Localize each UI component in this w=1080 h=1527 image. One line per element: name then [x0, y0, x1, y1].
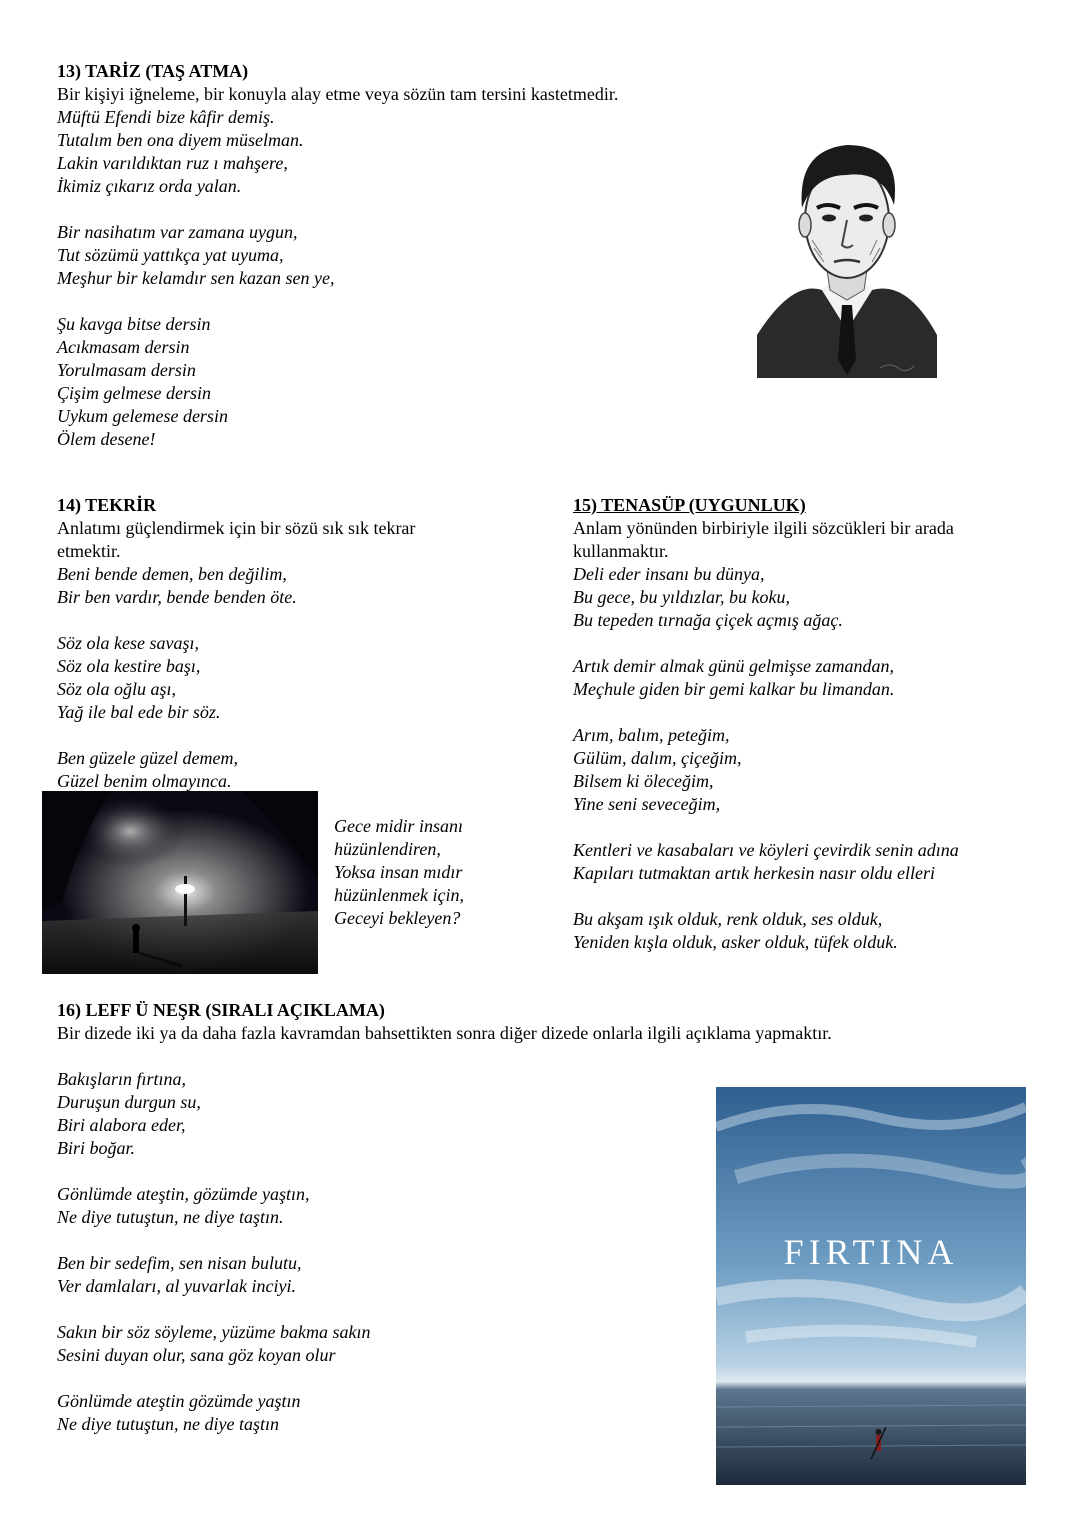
poem-stanza	[573, 563, 1043, 632]
poem-line: Meşhur bir kelamdır sen kazan sen ye,	[57, 268, 335, 288]
poem-line: Biri alabora eder,	[57, 1115, 186, 1135]
night-street-photo	[42, 791, 318, 974]
section-16-description: Bir dizede iki ya da daha fazla kavramdan bahsettikten sonra diğer dizede onlarla ilgili açıklama yapmaktır.	[57, 1023, 832, 1043]
poem-line: Ne diye tutuştun, ne diye taştın.	[57, 1207, 284, 1227]
poem-line: Gönlümde ateştin gözümde yaştın	[57, 1391, 301, 1411]
poem-line: Yorulmasam dersin	[57, 360, 196, 380]
firtina-poster	[716, 1087, 1026, 1485]
poem-line: Meçhule giden bir gemi kalkar bu limandan.	[573, 679, 895, 699]
poem-stanza	[57, 313, 757, 451]
poem-line: Artık demir almak günü gelmişse zamandan,	[573, 656, 894, 676]
section-16-title: 16) LEFF Ü NEŞR (SIRALI AÇIKLAMA)	[57, 1000, 385, 1020]
poem-line: Şu kavga bitse dersin	[57, 314, 211, 334]
poem-stanza	[573, 839, 1043, 885]
poem-line: Yine seni seveceğim,	[573, 794, 721, 814]
poem-stanza	[573, 724, 1043, 816]
poem-line: Ben güzele güzel demem,	[57, 748, 238, 768]
poem-line: Sakın bir söz söyleme, yüzüme bakma sakın	[57, 1322, 371, 1342]
poem-line: Ölem desene!	[57, 429, 156, 449]
poem-stanza	[57, 221, 757, 290]
poem-line: Kentleri ve kasabaları ve köyleri çevirdik senin adına	[573, 840, 959, 860]
poem-line: Biri boğar.	[57, 1138, 136, 1158]
poem-line: Arım, balım, peteğim,	[573, 725, 730, 745]
poem-line: Yoksa insan mıdır	[334, 862, 463, 882]
section-15-description-line-1: Anlam yönünden birbiriyle ilgili sözcükleri bir arada	[573, 518, 954, 538]
poem-line: Güzel benim olmayınca.	[57, 771, 232, 791]
poet-portrait-sketch	[752, 130, 942, 378]
poem-line: Tutalım ben ona diyem müselman.	[57, 130, 304, 150]
section-15	[573, 494, 1043, 954]
poem-line: Bu tepeden tırnağa çiçek açmış ağaç.	[573, 610, 843, 630]
poem-line: Bilsem ki öleceğim,	[573, 771, 714, 791]
poem-line: Beni bende demen, ben değilim,	[57, 564, 287, 584]
poem-line: Söz ola kestire başı,	[57, 656, 201, 676]
section-13-title: 13) TARİZ (TAŞ ATMA)	[57, 61, 249, 81]
poem-line: Ver damlaları, al yuvarlak inciyi.	[57, 1276, 296, 1296]
poem-line: Bir nasihatım var zamana uygun,	[57, 222, 298, 242]
poem-line: Çişim gelmese dersin	[57, 383, 211, 403]
section-15-description-line-2: kullanmaktır.	[573, 541, 669, 561]
poem-line: Bir ben vardır, bende benden öte.	[57, 587, 297, 607]
section-14-description-line-2: etmektir.	[57, 541, 121, 561]
poem-line: Duruşun durgun su,	[57, 1092, 201, 1112]
poem-line: hüzünlendiren,	[334, 839, 441, 859]
poem-line: Söz ola oğlu aşı,	[57, 679, 177, 699]
section-14-description-line-1: Anlatımı güçlendirmek için bir sözü sık sık tekrar	[57, 518, 416, 538]
poem-line: Söz ola kese savaşı,	[57, 633, 199, 653]
poem-line: hüzünlenmek için,	[334, 885, 464, 905]
poem-line: Gülüm, dalım, çiçeğim,	[573, 748, 742, 768]
poem-stanza	[573, 908, 1043, 954]
poem-line: İkimiz çıkarız orda yalan.	[57, 176, 242, 196]
poem-line: Tut sözümü yattıkça yat uyuma,	[57, 245, 284, 265]
poem-stanza	[57, 632, 527, 724]
poster-title: FIRTINA	[783, 1232, 959, 1272]
section-13	[57, 60, 757, 451]
poem-line: Bu gece, bu yıldızlar, bu koku,	[573, 587, 790, 607]
poem-line: Uykum gelemese dersin	[57, 406, 228, 426]
poem-line: Müftü Efendi bize kâfir demiş.	[57, 107, 275, 127]
poem-line: Gönlümde ateştin, gözümde yaştın,	[57, 1184, 310, 1204]
poem-line: Bakışların fırtına,	[57, 1069, 187, 1089]
poem-line: Ne diye tutuştun, ne diye taştın	[57, 1414, 279, 1434]
poem-line: Sesini duyan olur, sana göz koyan olur	[57, 1345, 336, 1365]
poem-line: Bu akşam ışık olduk, renk olduk, ses olduk,	[573, 909, 883, 929]
poem-stanza	[57, 563, 527, 609]
section-13-description: Bir kişiyi iğneleme, bir konuyla alay etme veya sözün tam tersini kastetmedir.	[57, 84, 619, 104]
poem-line: Ben bir sedefim, sen nisan bulutu,	[57, 1253, 302, 1273]
poem-line: Deli eder insanı bu dünya,	[573, 564, 765, 584]
side-poem	[334, 815, 464, 930]
poem-stanza	[57, 747, 527, 793]
section-14-title: 14) TEKRİR	[57, 495, 157, 515]
poem-line: Lakin varıldıktan ruz ı mahşere,	[57, 153, 288, 173]
section-15-title: 15) TENASÜP (UYGUNLUK)	[573, 495, 806, 515]
poem-line: Gece midir insanı	[334, 816, 463, 836]
poem-stanza	[57, 106, 757, 198]
poem-line: Kapıları tutmaktan artık herkesin nasır oldu elleri	[573, 863, 935, 883]
poem-stanza	[573, 655, 1043, 701]
poem-line: Geceyi bekleyen?	[334, 908, 461, 928]
poem-line: Yeniden kışla olduk, asker olduk, tüfek olduk.	[573, 932, 898, 952]
poem-line: Yağ ile bal ede bir söz.	[57, 702, 221, 722]
section-14	[57, 494, 527, 793]
poem-line: Acıkmasam dersin	[57, 337, 190, 357]
